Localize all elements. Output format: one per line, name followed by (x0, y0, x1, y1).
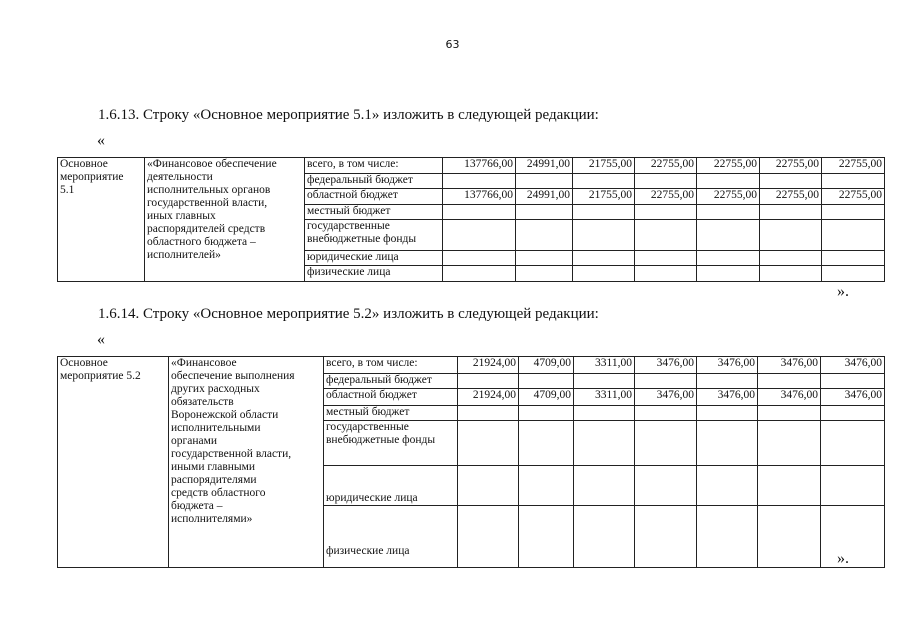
measure-name-cell (58, 158, 145, 282)
table-row (58, 357, 885, 374)
amount-cell: 3311,00 (574, 389, 635, 406)
measure-description-line: органами (171, 435, 218, 447)
measure-name-line: Основное (60, 357, 108, 369)
funding-source-line (326, 532, 455, 545)
amount-cell: 22755,00 (635, 158, 697, 174)
measure-description-line: государственной власти, (171, 448, 292, 460)
funding-source-line: внебюджетные фонды (326, 434, 436, 446)
amount-cell (758, 421, 821, 466)
funding-source-label (324, 421, 458, 466)
amount-cell (635, 374, 697, 389)
amount-cell (758, 374, 821, 389)
close-quote-5-1: ». (837, 283, 849, 300)
amount-cell (635, 506, 697, 568)
amount-cell: 22755,00 (822, 189, 885, 205)
amount-cell (760, 266, 822, 282)
amount-cell (458, 421, 519, 466)
amount-cell (697, 205, 760, 220)
measure-description-cell (169, 357, 324, 568)
amount-cell (760, 174, 822, 189)
amount-cell (821, 374, 885, 389)
amount-cell: 24991,00 (516, 189, 573, 205)
amount-cell (574, 406, 635, 421)
amount-cell (443, 205, 516, 220)
measure-name-line: 5.1 (60, 184, 75, 196)
amount-cell (443, 220, 516, 251)
funding-source-line: государственные (326, 421, 409, 433)
measure-description-line: распорядителями (171, 474, 257, 486)
amount-cell (519, 421, 574, 466)
measure-description-line: обеспечение выполнения (171, 370, 295, 382)
funding-source-label (305, 251, 443, 266)
section-heading-5-2: 1.6.14. Строку «Основное мероприятие 5.2» изложить в следующей редакции: (98, 306, 599, 322)
amount-cell (635, 174, 697, 189)
amount-cell: 3476,00 (821, 357, 885, 374)
measure-description-line: «Финансовое обеспечение (147, 158, 277, 170)
funding-source-line: областной бюджет (307, 189, 398, 201)
amount-cell: 21755,00 (573, 189, 635, 205)
measure-description-line: исполнительными (171, 422, 261, 434)
amount-cell (516, 205, 573, 220)
funding-source-line: физические лица (307, 266, 391, 278)
amount-cell (697, 374, 758, 389)
amount-cell (821, 406, 885, 421)
table-measure-5-1 (57, 157, 885, 282)
funding-source-line: государственные (307, 220, 390, 232)
measure-description-line: исполнителей» (147, 249, 221, 261)
table-measure-5-2 (57, 356, 885, 568)
funding-source-line: юридические лица (307, 251, 399, 263)
measure-description-line: средств областного (171, 487, 266, 499)
amount-cell (822, 220, 885, 251)
section-heading-5-1: 1.6.13. Строку «Основное мероприятие 5.1» изложить в следующей редакции: (98, 107, 599, 123)
amount-cell (822, 251, 885, 266)
measure-description-line: обязательств (171, 396, 234, 408)
measure-description-line: распорядителей средств (147, 223, 266, 235)
amount-cell: 22755,00 (760, 158, 822, 174)
amount-cell (635, 205, 697, 220)
measure-name-cell (58, 357, 169, 568)
funding-source-label (305, 158, 443, 174)
amount-cell: 3476,00 (635, 357, 697, 374)
amount-cell (458, 406, 519, 421)
open-quote-5-2: « (97, 331, 105, 348)
amount-cell (760, 205, 822, 220)
funding-source-line (326, 519, 455, 532)
amount-cell: 3476,00 (821, 389, 885, 406)
amount-cell: 22755,00 (822, 158, 885, 174)
amount-cell: 3476,00 (697, 389, 758, 406)
amount-cell: 24991,00 (516, 158, 573, 174)
amount-cell (822, 174, 885, 189)
funding-source-line: местный бюджет (326, 406, 410, 418)
amount-cell (822, 266, 885, 282)
measure-description-line: областного бюджета – (147, 236, 256, 248)
amount-cell: 21755,00 (573, 158, 635, 174)
funding-source-label (324, 374, 458, 389)
funding-source-label (324, 406, 458, 421)
amount-cell: 137766,00 (443, 189, 516, 205)
amount-cell (821, 466, 885, 506)
amount-cell (697, 406, 758, 421)
amount-cell (760, 220, 822, 251)
funding-source-label (324, 389, 458, 406)
funding-source-line: федеральный бюджет (307, 174, 413, 186)
amount-cell: 3476,00 (697, 357, 758, 374)
measure-description-line: государственной власти, (147, 197, 268, 209)
amount-cell (758, 506, 821, 568)
funding-source-label (305, 174, 443, 189)
amount-cell (516, 251, 573, 266)
amount-cell (635, 220, 697, 251)
amount-cell: 22755,00 (697, 158, 760, 174)
funding-source-label (324, 506, 458, 568)
amount-cell (573, 205, 635, 220)
measure-description-line: «Финансовое (171, 357, 237, 369)
amount-cell (697, 266, 760, 282)
amount-cell: 21924,00 (458, 357, 519, 374)
funding-source-line (326, 466, 455, 479)
amount-cell: 4709,00 (519, 389, 574, 406)
amount-cell: 3476,00 (758, 389, 821, 406)
amount-cell: 21924,00 (458, 389, 519, 406)
amount-cell: 22755,00 (635, 189, 697, 205)
funding-source-label (324, 357, 458, 374)
amount-cell (574, 421, 635, 466)
amount-cell (821, 506, 885, 568)
measure-description-line: иными главными (171, 461, 256, 473)
amount-cell (758, 406, 821, 421)
amount-cell (458, 374, 519, 389)
amount-cell (635, 251, 697, 266)
measure-description-line: исполнителями» (171, 513, 253, 525)
amount-cell (519, 466, 574, 506)
funding-source-line: всего, в том числе: (326, 357, 418, 369)
amount-cell: 4709,00 (519, 357, 574, 374)
amount-cell (573, 266, 635, 282)
amount-cell (697, 466, 758, 506)
page-number: 63 (445, 38, 460, 51)
amount-cell (458, 506, 519, 568)
funding-source-line: юридические лица (326, 492, 418, 504)
open-quote-5-1: « (97, 132, 105, 149)
amount-cell (635, 421, 697, 466)
funding-source-line (326, 506, 455, 519)
funding-source-label (305, 189, 443, 205)
amount-cell (519, 406, 574, 421)
amount-cell (697, 251, 760, 266)
amount-cell (574, 374, 635, 389)
measure-description-line: иных главных (147, 210, 216, 222)
measure-description-line: деятельности (147, 171, 213, 183)
funding-source-line: всего, в том числе: (307, 158, 399, 170)
amount-cell (573, 174, 635, 189)
amount-cell (635, 266, 697, 282)
amount-cell (516, 174, 573, 189)
amount-cell (573, 251, 635, 266)
funding-source-line: внебюджетные фонды (307, 233, 417, 245)
amount-cell (635, 406, 697, 421)
amount-cell: 22755,00 (697, 189, 760, 205)
amount-cell (516, 220, 573, 251)
amount-cell (458, 466, 519, 506)
funding-source-label (305, 266, 443, 282)
amount-cell (697, 174, 760, 189)
measure-name-line: мероприятие 5.2 (60, 370, 141, 382)
measure-name-line: Основное (60, 158, 108, 170)
funding-source-label (305, 220, 443, 251)
amount-cell: 3476,00 (635, 389, 697, 406)
amount-cell (635, 466, 697, 506)
measure-description-line: исполнительных органов (147, 184, 271, 196)
funding-source-label (324, 466, 458, 506)
amount-cell (697, 421, 758, 466)
amount-cell (443, 266, 516, 282)
amount-cell (516, 266, 573, 282)
amount-cell: 3311,00 (574, 357, 635, 374)
amount-cell (822, 205, 885, 220)
amount-cell (443, 174, 516, 189)
table-row (58, 158, 885, 174)
amount-cell (574, 506, 635, 568)
amount-cell (760, 251, 822, 266)
funding-source-line: областной бюджет (326, 389, 417, 401)
funding-source-line: федеральный бюджет (326, 374, 432, 386)
amount-cell (758, 466, 821, 506)
amount-cell: 137766,00 (443, 158, 516, 174)
measure-description-line: бюджета – (171, 500, 223, 512)
funding-source-line (326, 479, 455, 492)
amount-cell (443, 251, 516, 266)
amount-cell (519, 506, 574, 568)
amount-cell: 22755,00 (760, 189, 822, 205)
measure-description-line: Воронежской области (171, 409, 279, 421)
amount-cell (519, 374, 574, 389)
amount-cell (821, 421, 885, 466)
amount-cell: 3476,00 (758, 357, 821, 374)
measure-name-line: мероприятие (60, 171, 124, 183)
amount-cell (697, 220, 760, 251)
amount-cell (697, 506, 758, 568)
measure-description-line: других расходных (171, 383, 260, 395)
measure-description-cell (145, 158, 305, 282)
amount-cell (573, 220, 635, 251)
funding-source-label (305, 205, 443, 220)
close-quote-5-2: ». (837, 550, 849, 567)
funding-source-line: местный бюджет (307, 205, 391, 217)
funding-source-line: физические лица (326, 545, 410, 557)
amount-cell (574, 466, 635, 506)
